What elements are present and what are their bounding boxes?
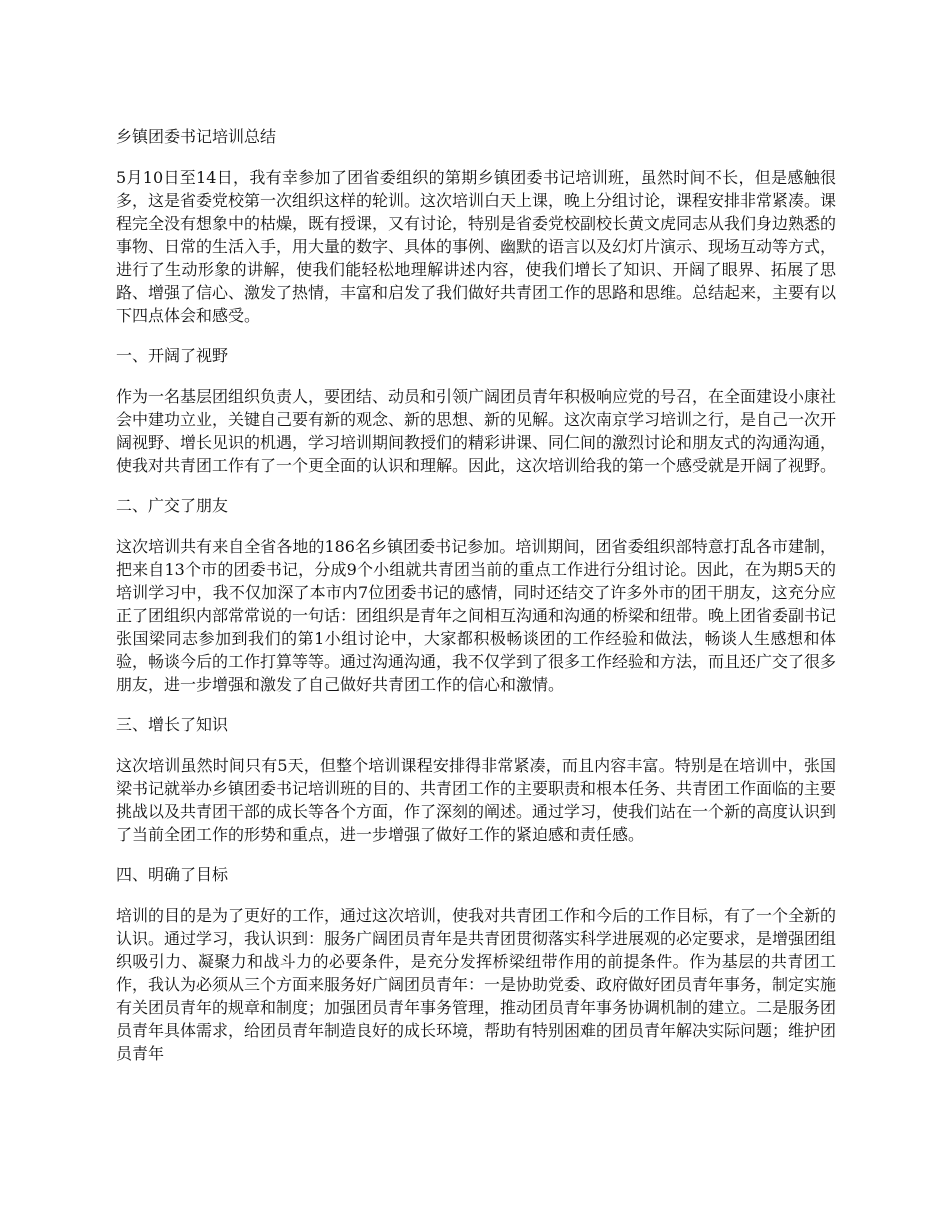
section-body-1: 作为一名基层团组织负责人，要团结、动员和引领广阔团员青年积极响应党的号召，在全面建设小康社会中建功立业，关键自己要有新的观念、新的思想、新的见解。这次南京学习培训之行，是自己一次开阔视野、增长见识的机遇，学习培训期间教授们的精彩讲课、同仁间的激烈讨论和朋友式的沟通沟通，使我对共青团工作有了一个更全面的认识和理解。因此，这次培训给我的第一个感受就是开阔了视野。 [116,387,837,475]
section-heading-2: 二、广交了朋友 [116,496,229,515]
section-heading-4: 四、明确了目标 [116,865,229,884]
section-body-4: 培训的目的是为了更好的工作，通过这次培训，使我对共青团工作和今后的工作目标，有了一个全新的认识。通过学习，我认识到：服务广阔团员青年是共青团贯彻落实科学进展观的必定要求，是增强团组织吸引力、凝聚力和战斗力的必要条件，是充分发挥桥梁纽带作用的前提条件。作为基层的共青团工作，我认为必须从三个方面来服务好广阔团员青年：一是协助党委、政府做好团员青年事务，制定实施有关团员青年的规章和制度；加强团员青年事务管理，推动团员青年事务协调机制的建立。二是服务团员青年具体需求，给团员青年制造良好的成长环境，帮助有特别困难的团员青年解决实际问题；维护团员青年 [116,906,837,1063]
section-heading-3: 三、增长了知识 [116,715,229,734]
document-page [116,118,836,1083]
section-heading-1: 一、开阔了视野 [116,346,229,365]
section-body-3: 这次培训虽然时间只有5天，但整个培训课程安排得非常紧凑，而且内容丰富。特别是在培训中，张国梁书记就举办乡镇团委书记培训班的目的、共青团工作的主要职责和根本任务、共青团工作面临的主要挑战以及共青团干部的成长等各个方面，作了深刻的阐述。通过学习，使我们站在一个新的高度认识到了当前全团工作的形势和重点，进一步增强了做好工作的紧迫感和责任感。 [116,756,837,844]
document-title: 乡镇团委书记培训总结 [116,127,277,146]
intro-paragraph: 5月10日至14日，我有幸参加了团省委组织的第期乡镇团委书记培训班，虽然时间不长，但是感触很多，这是省委党校第一次组织这样的轮训。这次培训白天上课，晚上分组讨论，课程安排非常紧凑。课程完全没有想象中的枯燥，既有授课，又有讨论，特别是省委党校副校长黄文虎同志从我们身边熟悉的事物、日常的生活入手，用大量的数字、具体的事例、幽默的语言以及幻灯片演示、现场互动等方式，进行了生动形象的讲解，使我们能轻松地理解讲述内容，使我们增长了知识、开阔了眼界、拓展了思路、增强了信心、激发了热情，丰富和启发了我们做好共青团工作的思路和思维。总结起来，主要有以下四点体会和感受。 [116,168,837,325]
section-body-2: 这次培训共有来自全省各地的186名乡镇团委书记参加。培训期间，团省委组织部特意打乱各市建制，把来自13个市的团委书记，分成9个小组就共青团当前的重点工作进行分组讨论。因此，在为期5天的培训学习中，我不仅加深了本市内7位团委书记的感情，同时还结交了许多外市的团干朋友，这充分应正了团组织内部常常说的一句话：团组织是青年之间相互沟通和沟通的桥梁和纽带。晚上团省委副书记张国梁同志参加到我们的第1小组讨论中，大家都积极畅谈团的工作经验和做法，畅谈人生感想和体验，畅谈今后的工作打算等等。通过沟通沟通，我不仅学到了很多工作经验和方法，而且还广交了很多朋友，进一步增强和激发了自己做好共青团工作的信心和激情。 [116,537,837,694]
